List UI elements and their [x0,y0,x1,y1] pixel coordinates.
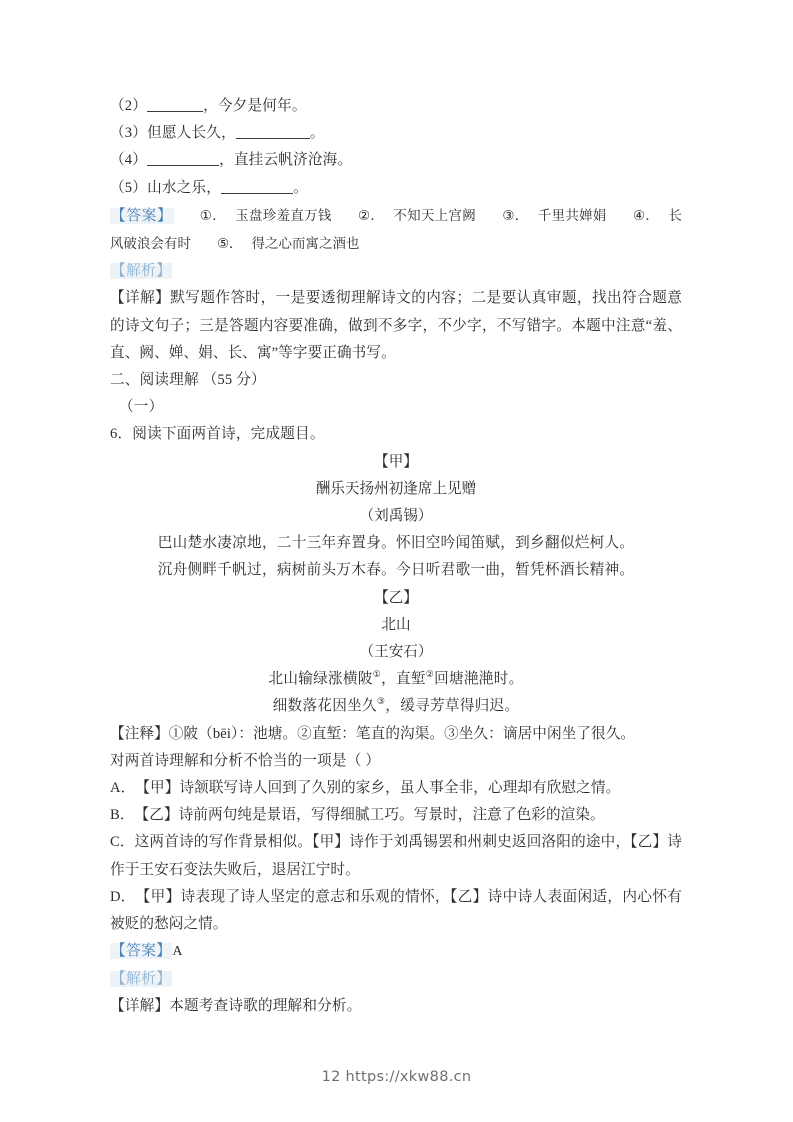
fill-blank-item-5 [110,175,682,202]
mcq-option-a[interactable] [110,775,682,802]
answer-marker-3: ③． [502,207,529,223]
poem-yi-line-1 [110,666,682,693]
mcq-option-c[interactable] [110,829,682,883]
footnote-marker-1: ① [372,669,382,680]
mcq-stem: 对两首诗理解和分析不恰当的一项是（ ） [110,752,381,769]
answer-marker-1: ①． [199,207,226,223]
item-text-after: 。 [293,179,308,196]
mcq-option-d[interactable] [110,884,682,938]
analysis-tag-1 [110,258,682,285]
fill-blank-item-3 [110,120,682,147]
poem-yi-line-2-a: 细数落花因坐久 [272,698,377,715]
option-text: 【乙】诗前两句纯是景语，写得细腻工巧。写景时，注意了色彩的渲染。 [134,807,605,824]
detail-text: 本题考查诗歌的理解和分析。 [169,997,362,1014]
answer-text-3: 千里共婵娟 [537,207,607,223]
option-letter: D． [110,888,136,905]
option-text: 【甲】诗颔联写诗人回到了久别的家乡，虽人事全非，心理却有欣慰之情。 [135,780,621,797]
option-letter: A． [110,780,136,797]
poem-yi-line-2-b: ，缓寻芳草得归迟。 [385,698,520,715]
poem-yi-author: （王安石） [359,644,433,661]
poem-yi-line-1-c: 回塘滟滟时。 [434,671,524,688]
poem-jia-line-1: 巴山楚水凄凉地，二十三年弃置身。怀旧空吟闻笛赋，到乡翻似烂柯人。 [157,535,635,552]
answer-block-1 [110,202,682,258]
item-text-before: 山水之乐， [147,179,222,196]
poem-jia-author: （刘禹锡） [359,508,433,525]
blank-underline [236,125,310,139]
detail-tag-label: 【详解】 [110,997,170,1014]
answer-marker-4: ④． [632,207,660,223]
poem-jia-label: 【甲】 [374,453,418,470]
option-text: 这两首诗的写作背景相似。【甲】诗作于刘禹锡罢和州刺史返回洛阳的途中，【乙】诗作于王安石变法失败后，退居江宁时。 [110,834,682,878]
page-content [110,93,682,1020]
answer-value: A [172,944,183,960]
notes-block [110,721,682,748]
poem-yi-line-1-a: 北山输绿涨横陂 [268,671,373,688]
question-text: 阅读下面两首诗，完成题目。 [132,426,325,443]
item-text: ，直挂云帆济沧海。 [219,152,353,169]
answer-tag: 【答案】 [111,207,173,224]
poem-yi-line-2 [110,693,682,720]
section-subheading: （一） [119,399,164,416]
answer-marker-5: ⑤． [216,236,243,252]
analysis-detail-2 [110,993,682,1020]
poem-yi-title: 北山 [381,616,411,633]
option-text: 【甲】诗表现了诗人坚定的意志和乐观的情怀，【乙】诗中诗人表面闲适，内心怀有被贬的愁闷之情。 [110,888,682,933]
item-number: （2） [110,98,148,114]
item-number: （5） [110,179,148,196]
poem-yi-label: 【乙】 [374,589,418,606]
analysis-tag-label: 【解析】 [111,970,172,987]
mcq-option-b[interactable] [110,802,682,829]
footnote-marker-3: ③ [376,696,386,707]
answer-block-2 [110,938,682,965]
item-number: （3） [110,125,148,142]
poem-jia-title: 酬乐天扬州初逢席上见赠 [315,480,477,497]
answer-text-5: 得之心而寓之酒也 [251,236,360,252]
blank-underline [147,152,219,166]
analysis-tag-label: 【解析】 [111,263,172,280]
page-footer: 12 https://xkw88.cn [321,1069,472,1085]
footnote-marker-2: ② [425,669,435,680]
option-letter: C． [110,834,135,851]
detail-text: 默写题作答时，一是要透彻理解诗文的内容；二是要认真审题，找出符合题意的诗文句子；三是答题内容要准确，做到不多字，不少字，不写错字。本题中注意“羞、直、阙、婵、娟、长、寓”等字要正确书写。 [110,290,682,361]
item-number: （4） [110,152,148,169]
item-text-after: 。 [309,125,325,142]
answer-marker-2: ②． [357,207,385,223]
detail-tag-label: 【详解】 [110,290,171,307]
blank-underline [147,98,203,112]
poem-jia-line-2: 沉舟侧畔千帆过，病树前头万木春。今日听君歌一曲，暂凭杯酒长精神。 [157,562,635,579]
question-6 [110,421,682,448]
answer-tag: 【答案】 [111,943,172,960]
analysis-detail-1 [110,285,682,367]
answer-text-4: 长风 [110,207,682,252]
blank-underline [221,180,293,194]
item-text: ，今夕是何年。 [203,98,307,114]
poem-yi-line-1-b: ，直堑 [381,671,426,688]
analysis-tag-2 [110,966,682,993]
notes-tag: 【注释】 [110,725,169,742]
answer-text-4-cont: 破浪会有时 [123,236,191,252]
option-letter: B． [110,807,135,824]
notes-text: ①陂（bēi）：池塘。②直堑：笔直的沟渠。③坐久：谪居中闲坐了很久。 [168,725,636,742]
fill-blank-item-2 [110,93,682,120]
question-number: 6． [110,426,133,443]
answer-text-1: 玉盘珍羞直万钱 [234,207,332,223]
section-heading: 二、阅读理解 （55 分） [110,372,266,389]
item-text-before: 但愿人长久， [147,125,236,142]
answer-text-2: 不知天上宫阙 [393,207,477,223]
fill-blank-item-4 [110,147,682,174]
